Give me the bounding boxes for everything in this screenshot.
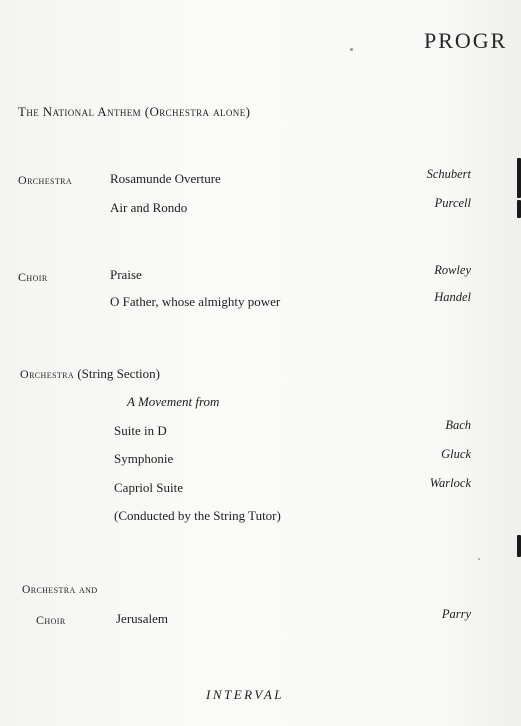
piece-title: Praise — [110, 267, 142, 282]
composer-name: Bach — [445, 418, 471, 432]
composer-name: Handel — [434, 290, 471, 304]
performer-orchestra-and: Orchestra and — [22, 584, 98, 596]
piece-title: Air and Rondo — [110, 200, 188, 215]
piece-title: Rosamunde Overture — [110, 171, 221, 186]
anthem-line: The National Anthem (Orchestra alone) — [18, 104, 251, 119]
performer-label: Orchestra — [20, 367, 75, 381]
piece-title: Suite in D — [114, 423, 167, 438]
paper-speck — [478, 558, 480, 560]
composer-name: Rowley — [434, 263, 471, 277]
composer-name: Schubert — [426, 167, 471, 181]
performer-choir: Choir — [18, 270, 48, 284]
performer-string-section — [20, 366, 160, 382]
page-title: PROGR — [424, 28, 508, 53]
composer-name: Warlock — [429, 476, 471, 490]
piece-title: Jerusalem — [116, 611, 168, 626]
composer-name: Parry — [441, 607, 471, 621]
edge-mark — [517, 535, 521, 557]
piece-title: Capriol Suite — [114, 480, 183, 495]
piece-title: O Father, whose almighty power — [110, 294, 281, 309]
piece-title: Symphonie — [114, 451, 174, 466]
performer-note: (String Section) — [77, 366, 160, 381]
paper-speck — [350, 48, 353, 51]
interval-heading: INTERVAL — [206, 687, 285, 702]
performer-choir: Choir — [36, 613, 66, 627]
edge-mark — [517, 158, 521, 198]
performer-orchestra: Orchestra — [18, 173, 73, 187]
composer-name: Gluck — [441, 447, 471, 461]
composer-name: Purcell — [434, 196, 471, 210]
edge-mark — [517, 200, 521, 218]
conductor-note: (Conducted by the String Tutor) — [114, 508, 281, 523]
subheading: A Movement from — [127, 394, 220, 409]
